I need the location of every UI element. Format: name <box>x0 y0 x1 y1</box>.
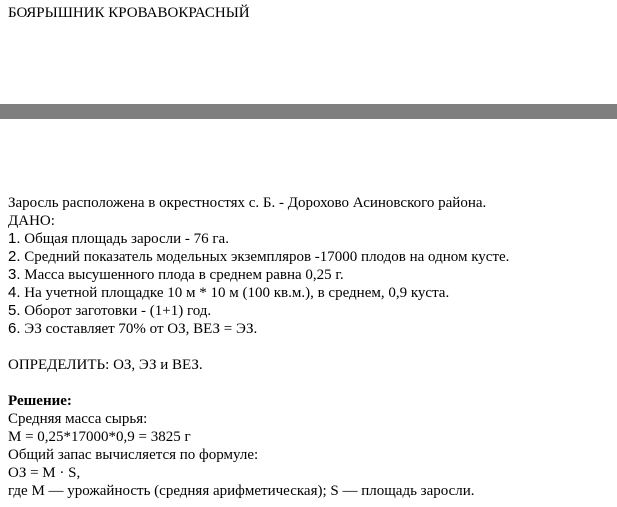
given-item <box>8 284 608 302</box>
solution-line: Общий запас вычисляется по формуле: <box>8 447 259 463</box>
solution-line: где М — урожайность (средняя арифметическая); S — площадь заросли. <box>8 483 475 499</box>
given-item-text: ЭЗ составляет 70% от ОЗ, ВЕЗ = ЭЗ. <box>24 321 258 337</box>
given-item-number: 4. <box>8 284 21 301</box>
solution-line: Средняя масса сырья: <box>8 411 148 427</box>
given-item <box>8 320 608 338</box>
determine-text: ОПРЕДЕЛИТЬ: ОЗ, ЭЗ и ВЕЗ. <box>8 357 203 373</box>
given-item <box>8 248 608 266</box>
given-item-number: 6. <box>8 320 21 337</box>
header-divider <box>0 104 617 119</box>
solution-line: М = 0,25*17000*0,9 = 3825 г <box>8 429 191 445</box>
given-item-number: 1. <box>8 230 21 247</box>
solution-heading: Решение: <box>8 393 72 409</box>
given-item <box>8 302 608 320</box>
document-title: БОЯРЫШНИК КРОВАВОКРАСНЫЙ <box>8 5 250 21</box>
intro-text: Заросль расположена в окрестностях с. Б. - Дорохово Асиновского района. <box>8 195 487 211</box>
given-item-text: Оборот заготовки - (1+1) год. <box>24 303 212 319</box>
given-item-number: 5. <box>8 302 21 319</box>
given-item <box>8 266 608 284</box>
solution-line: ОЗ = М · S, <box>8 465 81 481</box>
given-item-number: 2. <box>8 248 21 265</box>
given-item-text: На учетной площадке 10 м * 10 м (100 кв.м.), в среднем, 0,9 куста. <box>24 285 450 301</box>
given-item-number: 3. <box>8 266 21 283</box>
given-heading: ДАНО: <box>8 213 55 229</box>
given-item <box>8 230 608 248</box>
given-item-text: Средний показатель модельных экземпляров -17000 плодов на одном кусте. <box>24 249 510 265</box>
document-body <box>8 194 608 500</box>
spacer <box>8 338 608 356</box>
spacer <box>8 374 608 392</box>
given-item-text: Общая площадь заросли - 76 га. <box>24 231 229 247</box>
given-item-text: Масса высушенного плода в среднем равна 0,25 г. <box>24 267 344 283</box>
